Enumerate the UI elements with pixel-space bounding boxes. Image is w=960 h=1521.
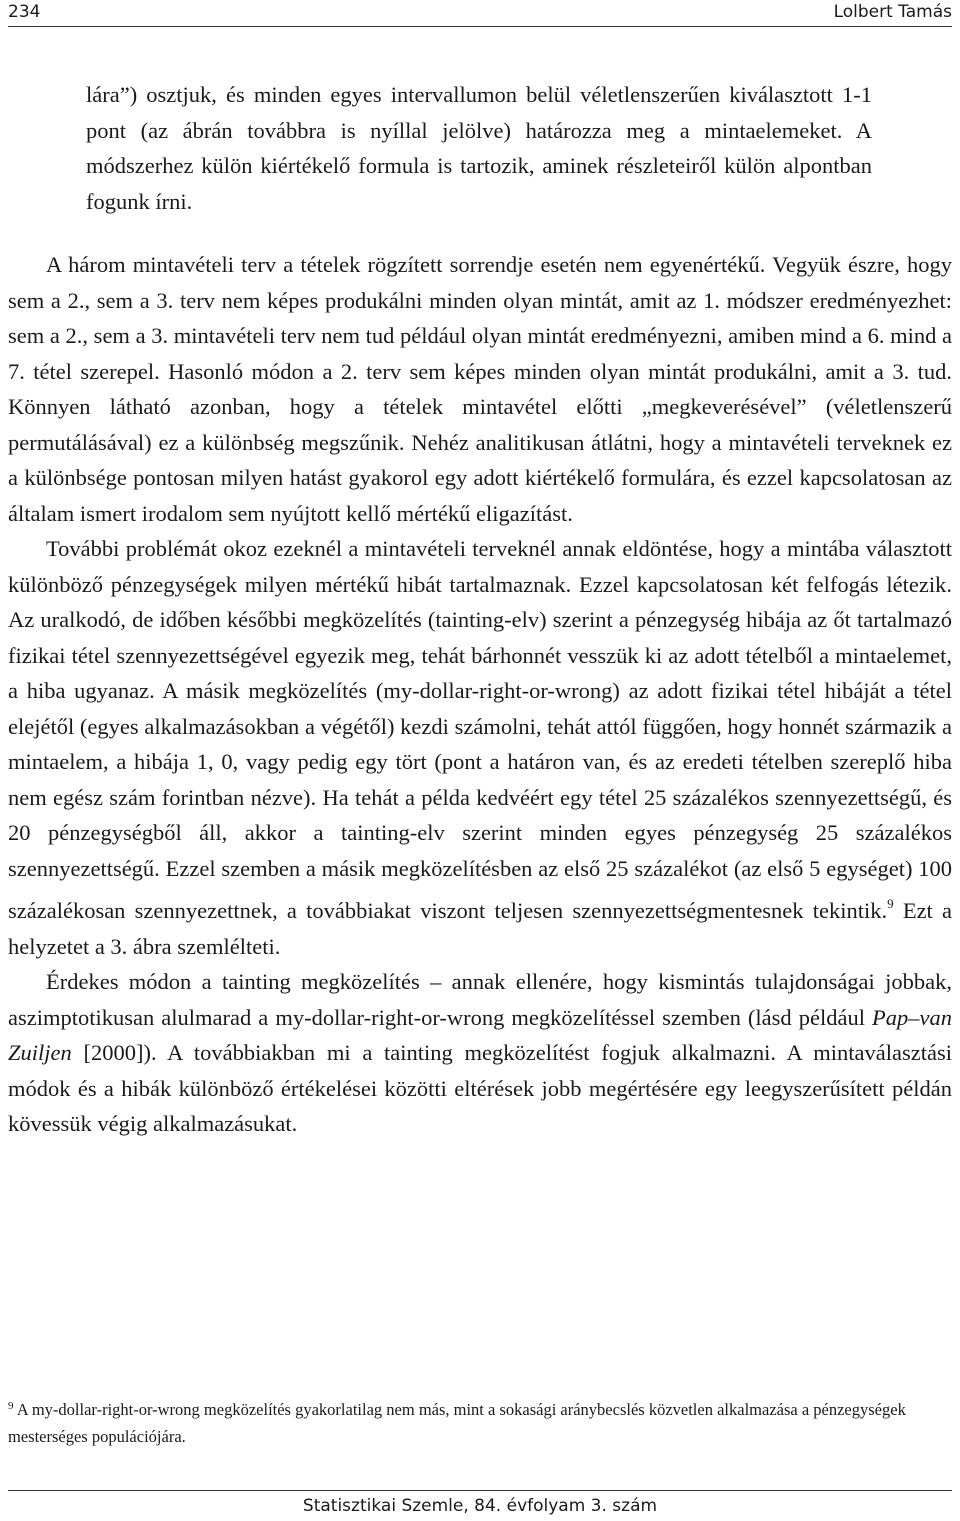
citation-authors: Pap–van Zuiljen — [8, 1004, 952, 1065]
footnote-number: 9 — [8, 1400, 14, 1412]
running-header — [8, 0, 952, 26]
paragraph-continuation — [86, 77, 872, 219]
paragraph-2: A három mintavételi terv a tételek rögzített sorrendje esetén nem egyenértékű. Vegyük észre, hogy sem a 2., sem a 3. terv nem képes produkálni minden olyan mintát, amit az 1. módszer eredményezhet: sem a 2., sem a 3. mintavételi terv nem tud például olyan mintát eredményezni, amiben mind a 6. mind a 7. tétel szerepel. Hasonló módon a 2. terv sem képes minden olyan mintát produkálni, amit a 3. tud. Könnyen látható azonban, hogy a tételek mintavétel előtti „megkeverésével” (véletlenszerű permutálásával) ez a különbség megszűnik. Nehéz analitikusan átlátni, hogy a mintavételi terveknek ez a különbsége pontosan milyen hatást gyakorol egy adott kiértékelő formulára, és ezzel kapcsolatosan az általam ismert irodalom sem nyújtott kellő mértékű eligazítást. — [8, 252, 952, 526]
footnote-text: A my-dollar-right-or-wrong megközelítés gyakorlatilag nem más, mint a sokasági aránybecslés közvetlen alkalmazása a pénzegységek mesterséges populációjára. — [8, 1400, 906, 1446]
paragraph-3-text: További problémát okoz ezeknél a mintavételi terveknél annak eldöntése, hogy a mintába választott különböző pénzegységek milyen mértékű hibát tartalmaznak. Ezzel kapcsolatosan két felfogás létezik. Az uralkodó, de időben későbbi megközelítés (tainting-elv) szerint a pénzegység hibája az őt tartalmazó fizikai tétel szennyezettségével egyezik meg, tehát bárhonnét vesszük ki az adott tételből a mintaelemet, a hiba ugyanaz. A másik megközelítés (my-dollar-right-or-wrong) az adott fizikai tétel hibáját a tétel elejétől (egyes alkalmazásokban a végétől) kezdi számolni, tehát attól függően, hogy honnét származik a mintaelem, a hibája 1, 0, vagy pedig egy tört (pont a határon van, és az eredeti tételben szereplő hiba nem egész szám forintban nézve). Ha tehát a példa kedvéért egy tétel 25 százalékos szennyezettségű, és 20 pénzegységből áll, akkor a tainting-elv szerint minden egyes pénzegység 25 százalékos szennyezettségű. Ezzel szemben a másik megközelítésben az első 25 százalékot (az első 5 egységet) 100 százalékosan szennyezettnek, a továbbiakat viszont teljesen szennyezettségmentesnek tekintik. — [8, 536, 952, 923]
page-number: 234 — [8, 2, 41, 22]
paragraph-4-text-b: [2000]). A továbbiakban mi a tainting megközelítést fogjuk alkalmazni. A mintaválasztási módok és a hibák különböző értékelései közötti eltérések jobb megértésére egy leegyszerűsített példán kövessük végig alkalmazásukat. — [8, 1040, 952, 1136]
header-rule — [8, 26, 952, 27]
footnote — [8, 1393, 950, 1450]
paragraph-1-text: lára”) osztjuk, és minden egyes intervallumon belül véletlenszerűen kiválasztott 1-1 pont (az ábrán továbbra is nyíllal jelölve) határozza meg a mintaelemeket. A módszerhez külön kiértékelő formula is tartozik, aminek részleteiről külön alpontban fogunk írni. — [86, 82, 872, 214]
paragraph-3 — [8, 531, 952, 964]
footer-rule — [8, 1490, 952, 1491]
body-text — [8, 247, 952, 1142]
paragraph-3-tail: Ezt a helyzetet a 3. ábra szemlélteti. — [8, 898, 953, 959]
paragraph-4-text-a: Érdekes módon a tainting megközelítés – annak ellenére, hogy kismintás tulajdonságai jobbak, aszimptotikusan alulmarad a my-dollar-right-or-wrong megközelítéssel szemben (lásd például — [8, 969, 952, 1030]
footnote-reference[interactable]: 9 — [887, 896, 894, 911]
journal-title: Statisztikai Szemle, 84. évfolyam 3. szám — [302, 1496, 658, 1516]
running-footer — [0, 1490, 960, 1521]
paragraph-4 — [8, 964, 952, 1142]
running-author: Lolbert Tamás — [833, 2, 952, 22]
